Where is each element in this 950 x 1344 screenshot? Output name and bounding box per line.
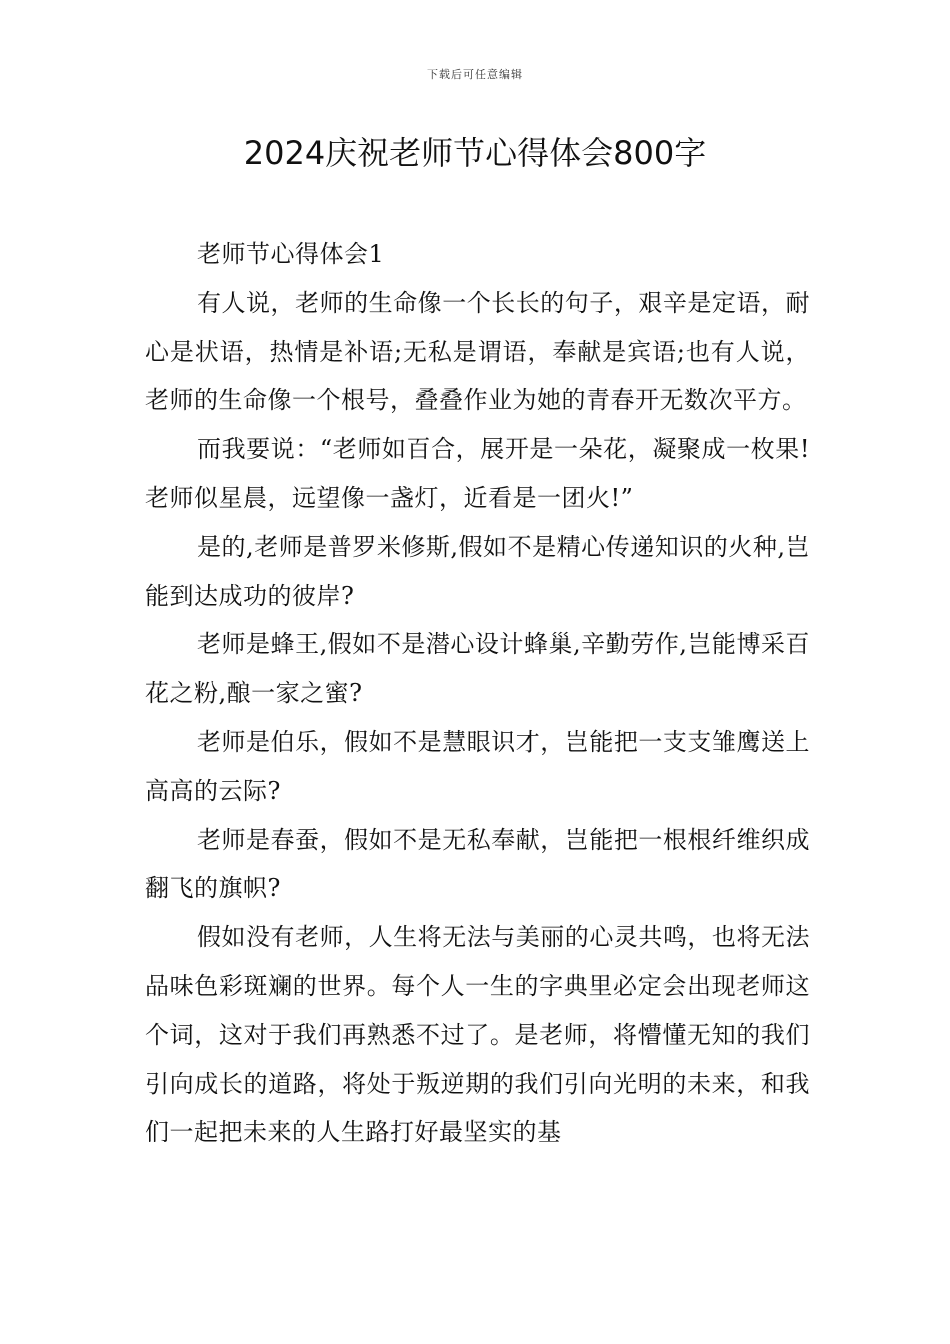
document-body bbox=[145, 230, 810, 1157]
paragraph: 老师是蜂王,假如不是潜心设计蜂巢,辛勤劳作,岂能博采百花之粉,酿一家之蜜? bbox=[145, 630, 810, 708]
section-heading: 老师节心得体会1 bbox=[197, 240, 385, 268]
paragraph: 而我要说：“老师如百合，展开是一朵花，凝聚成一枚果!老师似星晨，远望像一盏灯，近看是一团火!” bbox=[145, 435, 810, 512]
paragraph: 老师是春蚕，假如不是无私奉献，岂能把一根根纤维织成翻飞的旗帜? bbox=[145, 825, 810, 903]
paragraph: 假如没有老师，人生将无法与美丽的心灵共鸣，也将无法品味色彩斑斓的世界。每个人一生的字典里必定会出现老师这个词，这对于我们再熟悉不过了。是老师，将懵懂无知的我们引向成长的道路，将处于叛逆期的我们引向光明的未来，和我们一起把未来的人生路打好最坚实的基 bbox=[145, 923, 810, 1147]
paragraph: 老师是伯乐，假如不是慧眼识才，岂能把一支支雏鹰送上高高的云际? bbox=[145, 727, 810, 805]
header-note: 下载后可任意编辑 bbox=[427, 68, 523, 81]
paragraph: 是的,老师是普罗米修斯,假如不是精心传递知识的火种,岂能到达成功的彼岸? bbox=[145, 532, 810, 610]
page-title: 2024庆祝老师节心得体会800字 bbox=[243, 134, 707, 172]
paragraph: 有人说，老师的生命像一个长长的句子，艰辛是定语，耐心是状语，热情是补语;无私是谓语，奉献是宾语;也有人说，老师的生命像一个根号，叠叠作业为她的青春开无数次平方。 bbox=[145, 288, 810, 415]
